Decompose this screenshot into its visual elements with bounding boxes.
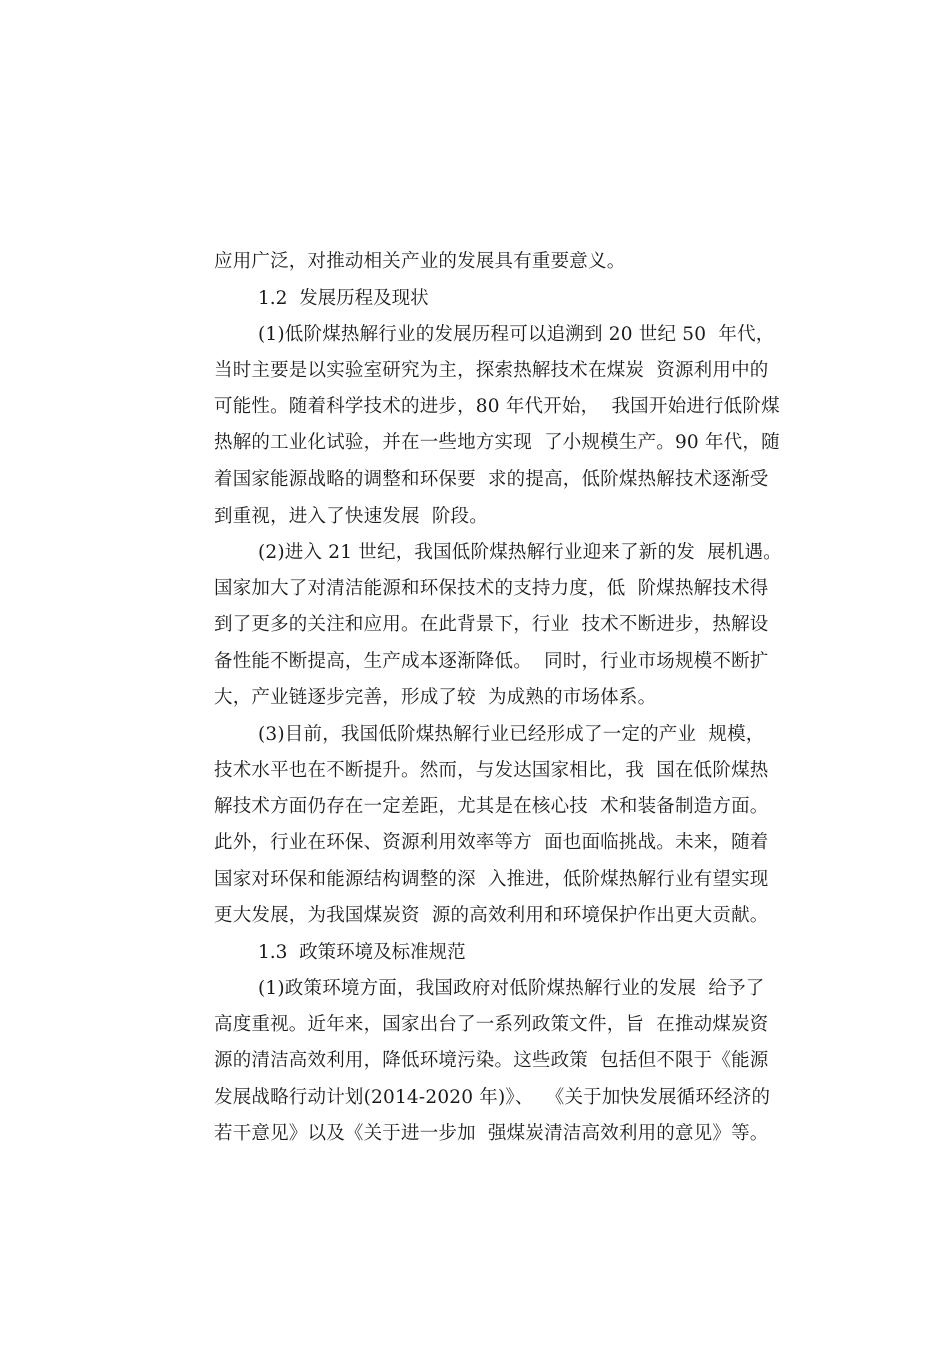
body-text-line: 应用广泛，对推动相关产业的发展具有重要意义。 [214, 251, 626, 272]
body-text-line: 国家加大了对清洁能源和环保技术的支持力度，低 阶煤热解技术得 [214, 578, 769, 599]
body-text-line: 当时主要是以实验室研究为主，探索热解技术在煤炭 资源利用中的 [214, 360, 769, 381]
body-text-line: 热解的工业化试验，并在一些地方实现 了小规模生产。90 年代，随 [214, 432, 780, 453]
body-text-line: 国家对环保和能源结构调整的深 入推进，低阶煤热解行业有望实现 [214, 869, 769, 890]
body-text-line: 若干意见》以及《关于进一步加 强煤炭清洁高效利用的意见》等。 [214, 1123, 769, 1144]
body-text-line: 到重视，进入了快速发展 阶段。 [214, 506, 488, 527]
body-text-line: 发展战略行动计划(2014-2020 年)》、 《关于加快发展循环经济的 [214, 1087, 771, 1108]
section-heading-1-2: 1.2 发展历程及现状 [258, 288, 429, 309]
body-text-line: 到了更多的关注和应用。在此背景下，行业 技术不断进步，热解设 [214, 614, 769, 635]
body-text-line: 源的清洁高效利用，降低环境污染。这些政策 包括但不限于《能源 [214, 1050, 769, 1071]
paragraph-2-first-line: (2)进入 21 世纪，我国低阶煤热解行业迎来了新的发 展机遇。 [258, 542, 782, 563]
paragraph-1-first-line: (1)低阶煤热解行业的发展历程可以追溯到 20 世纪 50 年代， [258, 324, 775, 345]
body-text-line: 更大发展，为我国煤炭资 源的高效利用和环境保护作出更大贡献。 [214, 905, 769, 926]
body-text-line: 备性能不断提高，生产成本逐渐降低。 同时，行业市场规模不断扩 [214, 651, 769, 672]
body-text-line: 着国家能源战略的调整和环保要 求的提高，低阶煤热解技术逐渐受 [214, 469, 769, 490]
body-text-line: 高度重视。近年来，国家出台了一系列政策文件，旨 在推动煤炭资 [214, 1014, 769, 1035]
body-text-line: 此外，行业在环保、资源利用效率等方 面也面临挑战。未来，随着 [214, 832, 769, 853]
body-text-line: 大，产业链逐步完善，形成了较 为成熟的市场体系。 [214, 687, 657, 708]
section-heading-1-3: 1.3 政策环境及标准规范 [258, 942, 466, 963]
body-text-line: 解技术方面仍存在一定差距，尤其是在核心技 术和装备制造方面。 [214, 796, 769, 817]
paragraph-4-first-line: (1)政策环境方面，我国政府对低阶煤热解行业的发展 给予了 [258, 978, 765, 999]
body-text-line: 可能性。随着科学技术的进步，80 年代开始， 我国开始进行低阶煤 [214, 396, 780, 417]
body-text-line: 技术水平也在不断提升。然而，与发达国家相比，我 国在低阶煤热 [214, 760, 769, 781]
paragraph-3-first-line: (3)目前，我国低阶煤热解行业已经形成了一定的产业 规模， [258, 724, 765, 745]
